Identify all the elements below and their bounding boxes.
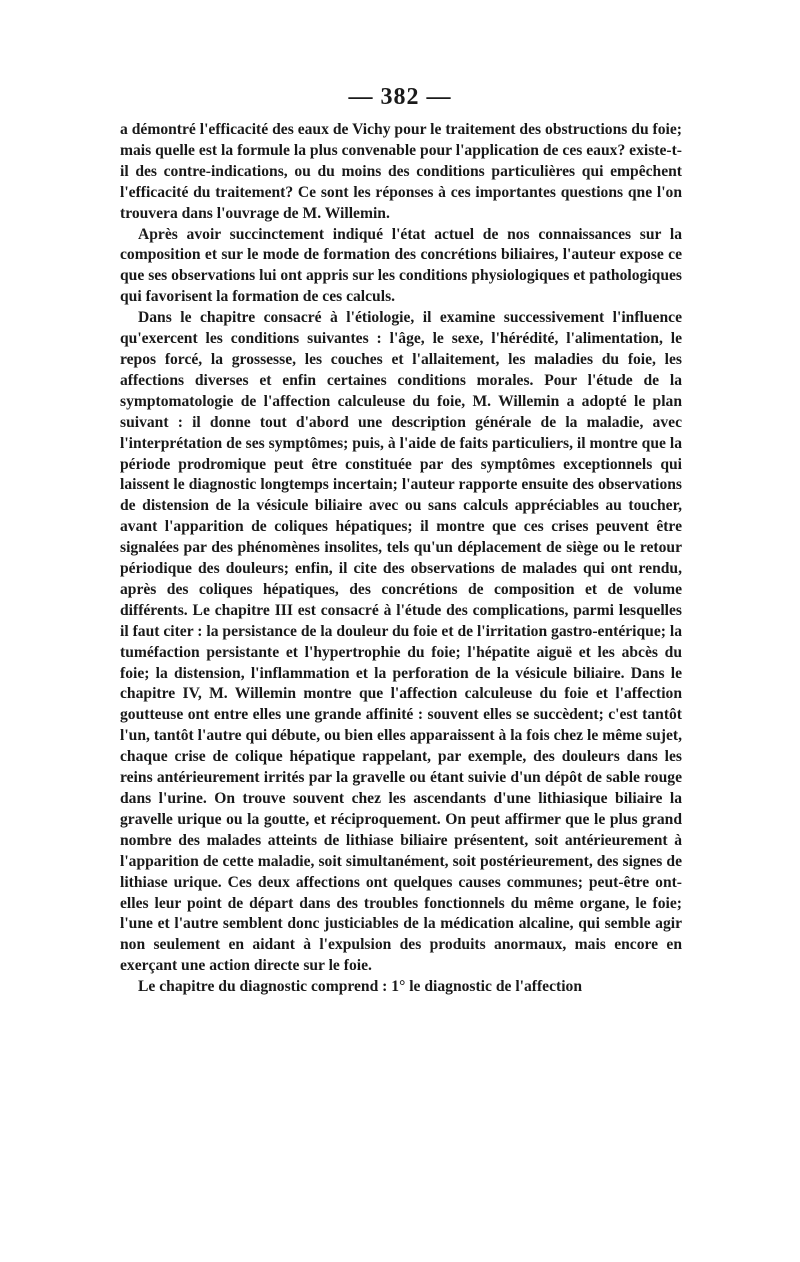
paragraph-2: Après avoir succinctement indiqué l'état actuel de nos connaissances sur la composition et sur le mode de formation des concrétions biliaires, l'auteur expose ce que ses observations lui ont appris sur les conditions physiologiques et pathologiques qui favorisent la formation de ces calculs. bbox=[120, 225, 682, 306]
paragraph-4: Le chapitre du diagnostic comprend : 1° le diagnostic de l'affection bbox=[138, 978, 583, 996]
paragraph-3: Dans le chapitre consacré à l'étiologie, il examine successivement l'influence qu'exercent les conditions suivantes : l'âge, le sexe, l'hérédité, l'alimentation, le repos forcé, la grossesse, les couches et l'allaitement, les maladies du foie, les affections diverses et enfin certaines conditions morales. Pour l'étude de la symptomatologie de l'affection calculeuse du foie, M. Willemin a adopté le plan suivant : il donne tout d'abord une description générale de la maladie, avec l'interprétation de ses symptômes; puis, à l'aide de faits particuliers, il montre que la période prodromique peut être constituée par des symptômes exceptionnels qui laissent le diagnostic longtemps incertain; l'auteur rapporte ensuite des observations de distension de la vésicule biliaire avec ou sans calculs appréciables au toucher, avant l'apparition de coliques hépatiques; il montre que ces crises peuvent être signalées par des phénomènes insolites, tels qu'un déplacement de siège ou le retour périodique des douleurs; enfin, il cite des observations de malades qui ont rendu, après des coliques hépatiques, des concrétions de composition et de volume différents. Le chapitre III est consacré à l'étude des complications, parmi lesquelles il faut citer : la persistance de la douleur du foie et de l'irritation gastro-entérique; la tuméfaction persistante et l'hypertrophie du foie; l'hépatite aiguë et les abcès du foie; la distension, l'inflammation et la perforation de la vésicule biliaire. Dans le chapitre IV, M. Willemin montre que l'affection calculeuse du foie et l'affection goutteuse ont entre elles une grande affinité : souvent elles se succèdent; c'est tantôt l'un, tantôt l'autre qui débute, ou bien elles apparaissent à la fois chez le même sujet, chaque crise de colique hépatique rappelant, par exemple, des douleurs dans les reins antérieurement irrités par la gravelle ou étant suivie d'un dépôt de sable rouge dans l'urine. On trouve souvent chez les ascendants d'une lithiasique biliaire la gravelle urique ou la goutte, et réciproquement. On peut affirmer que le plus grand nombre des malades atteints de lithiase biliaire présentent, soit antérieurement à l'apparition de cette maladie, soit simultanément, soit postérieurement, des signes de lithiase urique. Ces deux affections ont quelques causes communes; peut-être ont-elles leur point de départ dans des troubles fonctionnels du même organe, le foie; l'une et l'autre semblent donc justiciables de la médication alcaline, qui semble agir non seulement en aidant à l'expulsion des produits anormaux, mais encore en exerçant une action directe sur le foie. bbox=[120, 309, 682, 975]
paragraph-1: a démontré l'efficacité des eaux de Vichy pour le traitement des obstructions du foie; mais quelle est la formule la plus convenable pour l'application de ces eaux? existe-t-il des contre-indications, ou du moins des conditions particulières qui empêchent l'efficacité du traitement? Ce sont les réponses à ces importantes questions qne l'on trouvera dans l'ouvrage de M. Willemin. bbox=[120, 121, 682, 222]
page-number: — 382 — bbox=[348, 84, 452, 110]
body-text bbox=[120, 120, 682, 998]
